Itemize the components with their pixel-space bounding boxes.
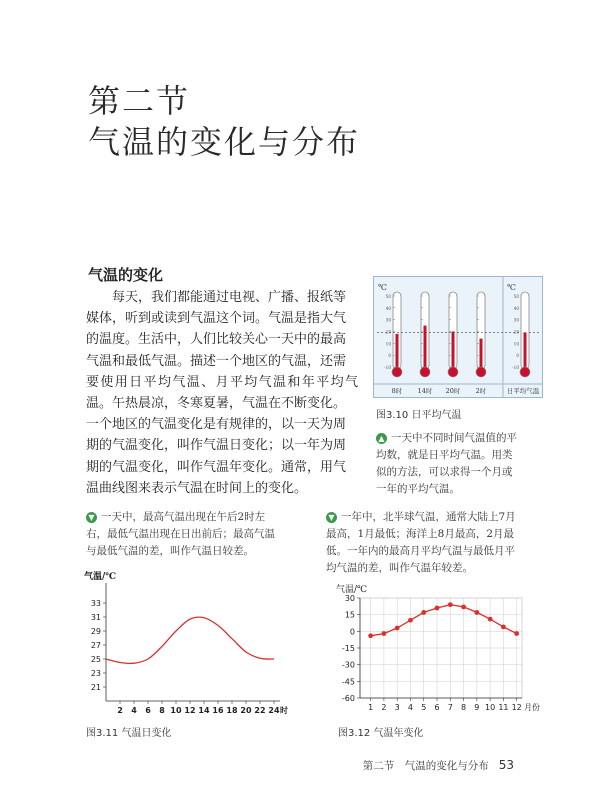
thermometer-bulb xyxy=(476,367,486,377)
thermometer-label: 2时 xyxy=(475,387,487,395)
footer-section-title: 第二节 气温的变化与分布 xyxy=(362,760,489,772)
para-line: 期的气温变化，叫作气温日变化；以一年为周 xyxy=(86,438,347,454)
figure-caption-3-11: 图3.11 气温日变化 xyxy=(86,728,172,739)
figure-caption-3-10: 图3.10 日平均气温 xyxy=(376,410,462,421)
thermometer-bulb xyxy=(420,367,430,377)
data-point xyxy=(448,602,453,607)
x-tick-label: 11 xyxy=(498,703,509,712)
y-tick-label: -30 xyxy=(341,660,355,670)
x-tick-label: 16 xyxy=(212,706,224,715)
mercury-column xyxy=(452,332,455,370)
x-tick-label: 12 xyxy=(184,706,196,715)
scale-tick-label: 20 xyxy=(385,329,391,335)
x-tick-label: 6 xyxy=(145,706,151,715)
y-tick-label: -15 xyxy=(341,644,355,653)
thermometer-bulb xyxy=(520,367,530,377)
data-point xyxy=(514,631,519,636)
thermometer-label: 8时 xyxy=(391,387,403,395)
x-tick-label: 4 xyxy=(407,703,414,712)
y-tick-label: 25 xyxy=(90,655,101,664)
section-number: 第二节 xyxy=(88,82,191,120)
para-line: 期的气温变化，叫作气温年变化。通常，用气 xyxy=(86,459,347,475)
note-daily-average: ▲ 一天中不同时间气温值的平 均数，就是日平均气温。用类 似的方法，可以求得一个月或 一年的平均气温。 xyxy=(376,432,517,495)
unit-label: ℃ xyxy=(378,283,387,292)
data-point xyxy=(382,631,387,636)
arrow-down-icon: ▼ xyxy=(86,512,97,523)
mercury-column xyxy=(524,332,527,369)
para-line: 媒体，听到或读到气温这个词。气温是指大气 xyxy=(86,311,347,327)
data-point xyxy=(461,604,466,609)
scale-tick-label: 0 xyxy=(516,353,519,359)
scale-tick-label: 50 xyxy=(513,294,519,299)
y-axis-label: 气温/℃ xyxy=(336,585,368,595)
arrow-up-icon: ▲ xyxy=(376,433,387,444)
scale-tick-label: 30 xyxy=(385,317,391,323)
thermometer-figure xyxy=(373,276,543,398)
para-line: 气温和最低气温。描述一个地区的气温，还需 xyxy=(86,353,347,369)
paragraph-2 xyxy=(86,393,358,499)
y-tick-label: 30 xyxy=(344,594,355,603)
x-tick-label: 10 xyxy=(170,706,182,715)
x-tick-label: 8 xyxy=(461,703,467,712)
y-axis-label: 气温/℃ xyxy=(84,572,117,582)
y-tick-label: 0 xyxy=(349,627,355,637)
thermometer-label: 14时 xyxy=(417,387,433,395)
scale-tick-label: 40 xyxy=(385,305,391,311)
para-line: 午热晨凉，冬寒夏暑，气温在不断变化。 xyxy=(112,396,347,411)
y-tick-label: 31 xyxy=(90,613,101,622)
x-tick-label: 2 xyxy=(117,706,123,715)
para-line: 温曲线图来表示气温在时间上的变化。 xyxy=(86,480,308,496)
para-line: 要使用日平均气温、月平均气温和年平均气温。 xyxy=(86,374,358,412)
y-tick-label: 23 xyxy=(90,669,101,678)
x-axis-label: 月份 xyxy=(524,703,540,712)
x-tick-label: 3 xyxy=(394,703,400,712)
temperature-curve xyxy=(106,617,274,663)
scale-tick-label: 0 xyxy=(388,353,391,359)
y-tick-label: 29 xyxy=(90,627,101,636)
mercury-column xyxy=(480,339,483,369)
x-tick-label: 1 xyxy=(368,703,374,712)
page-footer xyxy=(363,758,514,773)
x-tick-label: 10 xyxy=(485,703,496,712)
thermometer-bulb xyxy=(448,367,458,377)
data-point xyxy=(474,610,479,615)
unit-label: ℃ xyxy=(507,283,516,292)
x-axis-label: 时 xyxy=(280,705,288,715)
scale-tick-label: -10 xyxy=(384,365,391,370)
para-line: 的温度。生活中，人们比较关心一天中的最高 xyxy=(86,332,347,348)
x-tick-label: 24 xyxy=(268,706,280,715)
scale-tick-label: 10 xyxy=(513,341,519,347)
x-tick-label: 22 xyxy=(254,706,266,715)
section-heading: 气温的变化 xyxy=(88,266,164,284)
x-tick-label: 12 xyxy=(511,703,522,712)
y-tick-label: 33 xyxy=(90,599,101,608)
note-daily-range: ▼ 一天中，最高气温出现在午后2时左 右，最低气温出现在日出前后；最高气温 与最低气温的差，叫作气温日较差。 xyxy=(86,511,275,557)
para-line: 每天，我们都能通过电视、广播、报纸等 xyxy=(112,290,347,305)
data-point xyxy=(501,624,506,629)
y-tick-label: -60 xyxy=(341,694,355,703)
data-point xyxy=(421,610,426,615)
scale-tick-label: -10 xyxy=(512,365,519,370)
y-tick-label: 27 xyxy=(90,641,101,650)
y-tick-label: 15 xyxy=(344,610,355,620)
figure-caption-3-12: 图3.12 气温年变化 xyxy=(338,728,424,739)
x-tick-label: 9 xyxy=(474,703,480,712)
x-tick-label: 6 xyxy=(434,703,440,712)
mercury-column xyxy=(396,334,399,369)
para-line: 一个地区的气温变化是有规律的，以一天为周 xyxy=(86,417,347,433)
data-point xyxy=(435,606,440,611)
x-tick-label: 14 xyxy=(198,706,210,715)
average-label: 日平均气温 xyxy=(506,387,540,395)
scale-tick-label: 30 xyxy=(513,317,519,323)
annual-temperature-chart xyxy=(334,580,550,720)
scale-tick-label: 10 xyxy=(385,341,391,347)
page-number: 53 xyxy=(498,758,514,772)
y-tick-label: 21 xyxy=(90,683,101,692)
thermometer-bulb xyxy=(392,367,402,377)
data-point xyxy=(488,617,493,622)
note-annual-range: ▼ 一年中，北半球气温，通常大陆上7月 最高，1月最低；海洋上8月最高，2月最 低。一年内的最高月平均气温与最低月平 均气温的差，叫作气温年较差。 xyxy=(326,511,516,574)
thermometer-label: 20时 xyxy=(445,387,461,395)
scale-tick-label: 40 xyxy=(513,305,519,311)
scale-tick-label: 20 xyxy=(513,329,519,335)
y-tick-label: -45 xyxy=(341,677,355,687)
scale-tick-label: 50 xyxy=(385,294,391,299)
arrow-down-icon: ▼ xyxy=(326,512,337,523)
page-title: 气温的变化与分布 xyxy=(88,123,361,161)
data-point xyxy=(368,633,373,638)
x-tick-label: 4 xyxy=(131,706,137,715)
data-point xyxy=(408,618,413,623)
x-tick-label: 2 xyxy=(381,703,387,712)
daily-temperature-chart xyxy=(84,565,300,715)
x-tick-label: 5 xyxy=(421,703,427,712)
x-tick-label: 8 xyxy=(159,706,165,715)
x-tick-label: 7 xyxy=(447,703,453,712)
x-tick-label: 18 xyxy=(226,706,238,715)
x-tick-label: 20 xyxy=(240,706,252,715)
data-point xyxy=(395,626,400,631)
